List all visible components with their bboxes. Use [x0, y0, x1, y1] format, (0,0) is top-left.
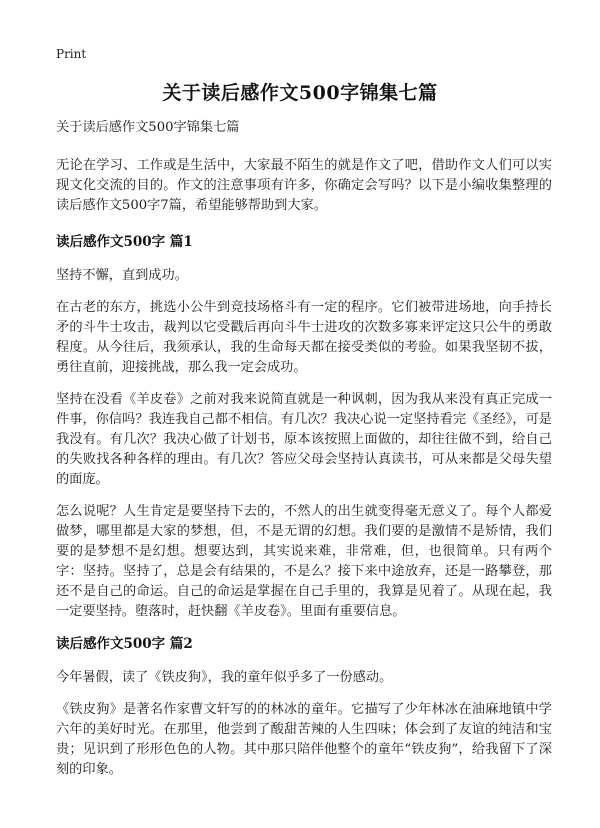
section-heading: 读后感作文500字 篇1	[56, 234, 193, 250]
document-body	[56, 118, 552, 792]
paragraph: 坚持在没看《羊皮卷》之前对我来说简直就是一种讽刺，因为我从来没有真正完成一件事，你信吗？我连我自己都不相信。有几次？我决心说一定坚持看完《圣经》，可是我没有。有几次？我决心做了计划书，原本该按照上面做的，却往往做不到，给自己的失败找各种各样的理由。有几次？答应父母会坚持认真读书，可从来都是父母失望的面庞。	[56, 392, 552, 487]
paragraph: 《铁皮狗》是著名作家曹文轩写的的林冰的童年。它描写了少年林冰在油麻地镇中学六年的美好时光。在那里，他尝到了酸甜苦辣的人生四味；体会到了友谊的纯洁和宝贵；见识到了形形色色的人物。其中那只陪伴他整个的童年“铁皮狗”，给我留下了深刻的印象。	[56, 702, 552, 777]
paragraph: 在古老的东方，挑选小公牛到竞技场格斗有一定的程序。它们被带进场地，向手持长矛的斗牛士攻击，裁判以它受戳后再向斗牛士进攻的次数多寡来评定这只公牛的勇敢程度。从今往后，我须承认，我的生命每天都在接受类似的考验。如果我坚韧不拔，勇往直前，迎接挑战，那么我一定会成功。	[56, 300, 552, 375]
intro-paragraph: 无论在学习、工作或是生活中，大家最不陌生的就是作文了吧，借助作文人们可以实现文化交流的目的。作文的注意事项有许多，你确定会写吗？以下是小编收集整理的读后感作文500字7篇，希望能够帮助到大家。	[56, 158, 552, 213]
paragraph: 今年暑假，读了《铁皮狗》，我的童年似乎多了一份感动。	[56, 670, 393, 685]
page-title: 关于读后感作文500字锦集七篇	[162, 82, 438, 104]
paragraph: 坚持不懈，直到成功。	[56, 268, 188, 283]
print-label: Print	[56, 47, 87, 61]
paragraph: 怎么说呢？人生肯定是要坚持下去的，不然人的出生就变得毫无意义了。每个人都爱做梦，哪里都是大家的梦想，但，不是无谓的幻想。我们要的是激情不是矫情，我们要的是梦想不是幻想。想要达到，其实说来难，非常难，但，也很简单。只有两个字：坚持。坚持了，总是会有结果的，不是么？接下来中途放弃，还是一路攀登，那还不是自己的命运。自己的命运是掌握在自己手里的，我算是见着了。从现在起，我一定要坚持。堕落时，赶快翻《羊皮卷》。里面有重要信息。	[56, 504, 552, 619]
section-heading: 读后感作文500字 篇2	[56, 636, 193, 652]
document-subtitle: 关于读后感作文500字锦集七篇	[56, 120, 240, 135]
